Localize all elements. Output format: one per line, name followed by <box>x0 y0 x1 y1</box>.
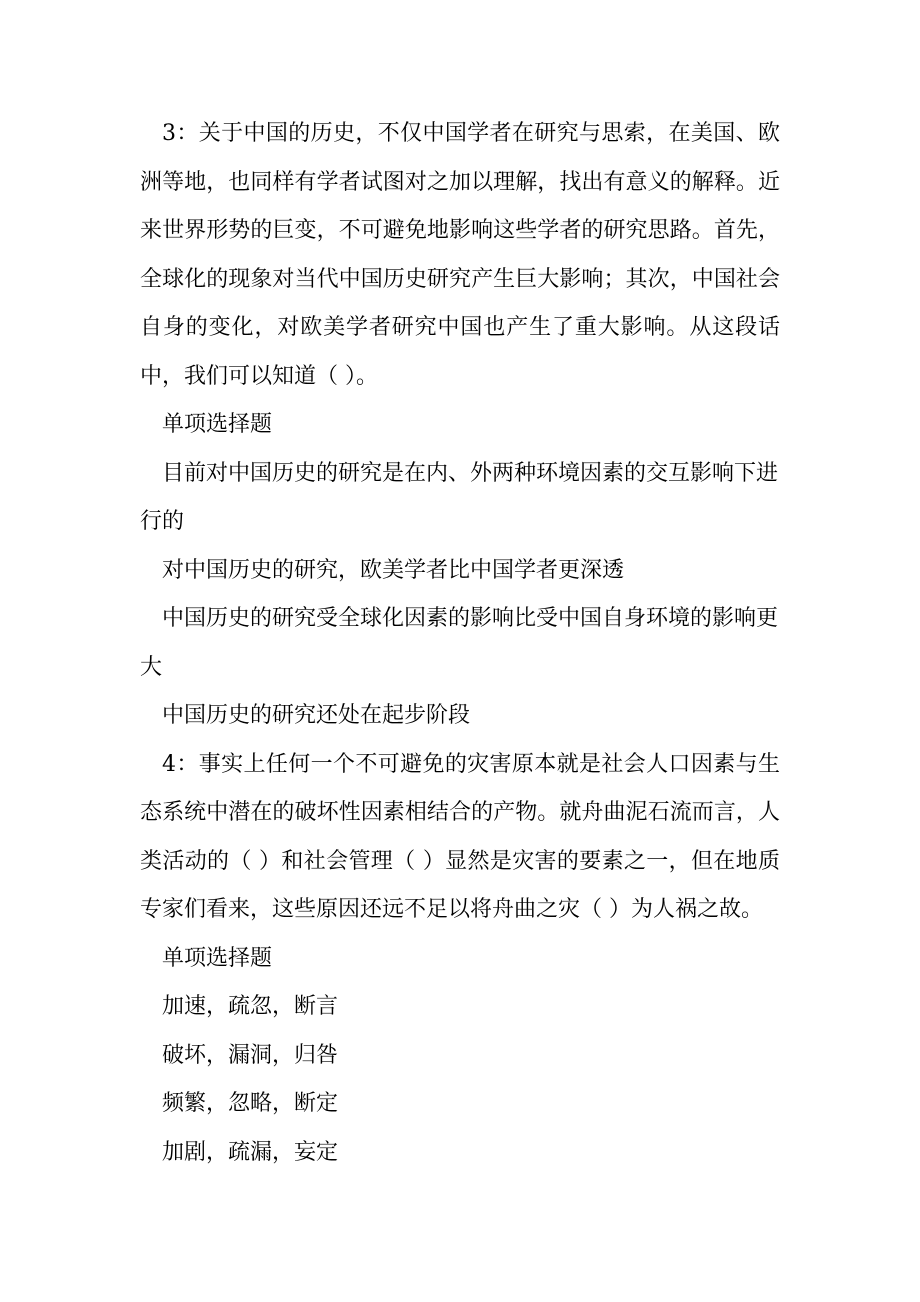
question-type-label: 单项选择题 <box>162 412 273 437</box>
question-stem: 4：事实上任何一个不可避免的灾害原本就是社会人口因素与生态系统中潜在的破坏性因素相结合的产物。就舟曲泥石流而言，人类活动的（ ）和社会管理（ ）显然是灾害的要素之一，但在地质专家们看来，这些原因还远不足以将舟曲之灾（ ）为人祸之故。 <box>140 751 780 922</box>
option-item: 中国历史的研究还处在起步阶段 <box>162 703 471 728</box>
option-item: 对中国历史的研究，欧美学者比中国学者更深透 <box>162 557 625 583</box>
option-item: 破坏，漏洞，归咎 <box>162 1042 339 1068</box>
question-block <box>140 110 780 741</box>
question-type-label: 单项选择题 <box>162 945 273 971</box>
option-item: 频繁，忽略，断定 <box>162 1091 339 1116</box>
option-item: 目前对中国历史的研究是在内、外两种环境因素的交互影响下进行的 <box>140 460 779 534</box>
question-stem: 3：关于中国的历史，不仅中国学者在研究与思索，在美国、欧洲等地，也同样有学者试图对之加以理解，找出有意义的解释。近来世界形势的巨变，不可避免地影响这些学者的研究思路。首先，全球化的现象对当代中国历史研究产生巨大影响；其次，中国社会自身的变化，对欧美学者研究中国也产生了重大影响。从这段话中，我们可以知道（ ）。 <box>140 121 780 389</box>
option-item: 加速，疏忽，断言 <box>162 994 339 1019</box>
document-content <box>140 110 780 1177</box>
question-block <box>140 741 780 1178</box>
option-item: 中国历史的研究受全球化因素的影响比受中国自身环境的影响更大 <box>140 606 779 680</box>
option-item: 加剧，疏漏，妄定 <box>162 1139 339 1165</box>
